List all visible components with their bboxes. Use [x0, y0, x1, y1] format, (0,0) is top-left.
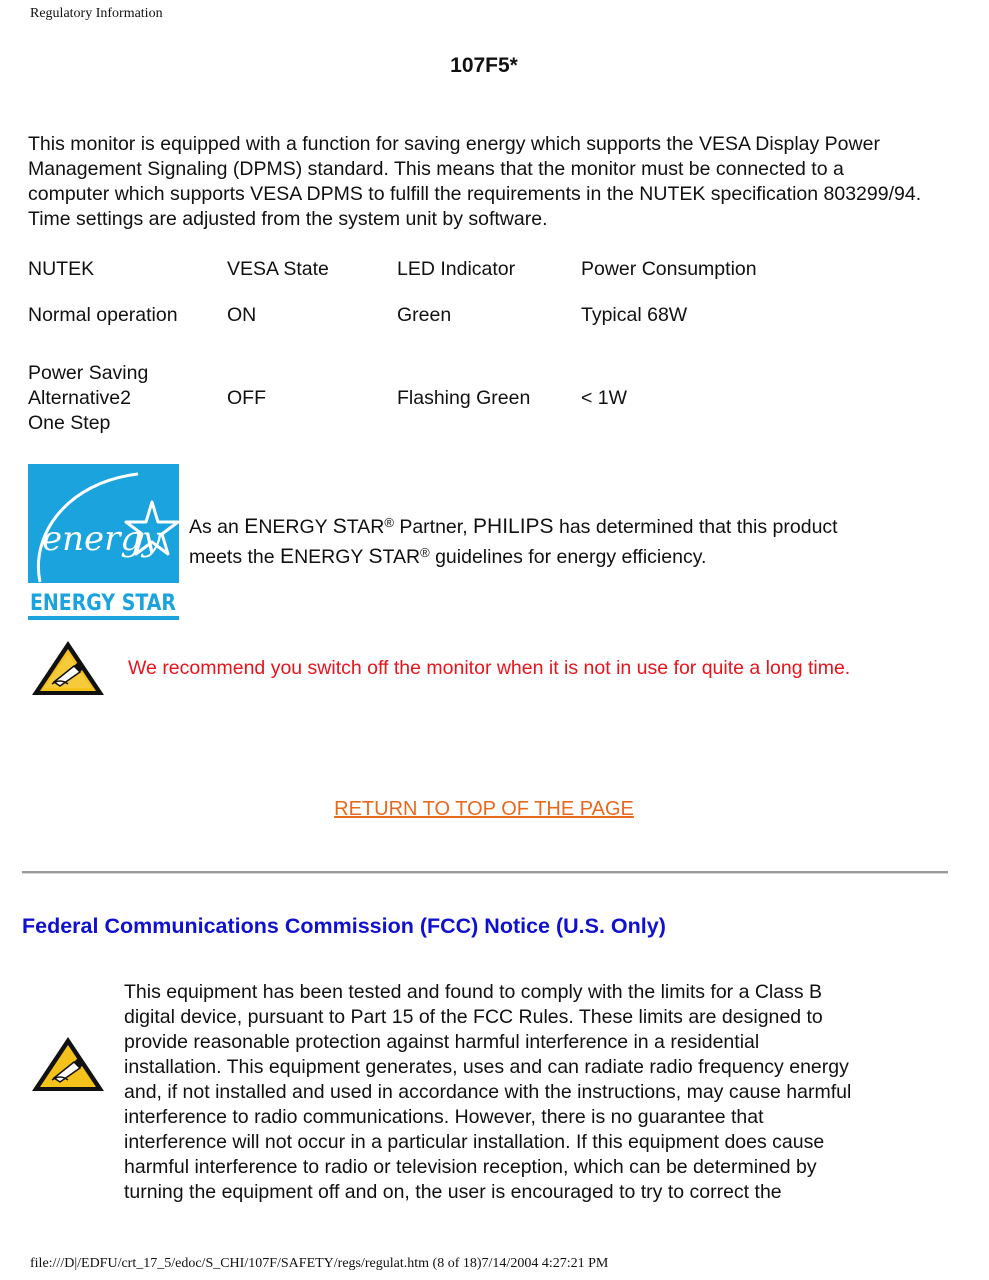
fcc-line: installation. This equipment generates, uses and can radiate radio frequency energy [124, 1056, 849, 1078]
fcc-line: and, if not installed and used in accordance with the instructions, may cause harmful [124, 1081, 852, 1103]
cell-nutek: Normal operation [28, 304, 178, 326]
fcc-line: provide reasonable protection against harmful interference in a residential [124, 1031, 760, 1053]
fcc-line: This equipment has been tested and found to comply with the limits for a Class B [124, 981, 823, 1003]
fcc-heading: Federal Communications Commission (FCC) Notice (U.S. Only) [22, 914, 666, 938]
table-header-vesa: VESA State [227, 258, 329, 280]
intro-paragraph: This monitor is equipped with a function for saving energy which supports the VESA Display Power Management Signaling (DPMS) standard. This means that the monitor must be connected to a computer which supports VESA DPMS to fulfill the requirements in the NUTEK specification 803299/94. Time settings are adjusted from the system unit by software. [28, 133, 922, 230]
energy-text-part: TAR [346, 516, 385, 538]
cell-power: Typical 68W [581, 304, 688, 326]
energy-script-word: energy [42, 519, 162, 559]
energy-text-part: guidelines for energy efficiency. [429, 546, 707, 568]
energy-text-part: NERGY [294, 546, 369, 568]
table-header-power: Power Consumption [581, 258, 757, 280]
energy-text-part: S [368, 545, 383, 568]
caution-note-icon [30, 638, 106, 698]
cell-nutek-line: Alternative2 [28, 387, 131, 409]
caution-note-icon [30, 1034, 106, 1094]
energy-text-part: NERGY [258, 516, 333, 538]
energy-text-part: TAR [382, 546, 421, 568]
fcc-line: harmful interference to radio or television reception, which can be determined by [124, 1156, 817, 1178]
energy-text-part: E [244, 515, 259, 538]
cell-vesa: OFF [227, 387, 266, 409]
return-to-top-link[interactable]: RETURN TO TOP OF THE PAGE [334, 798, 634, 820]
section-divider [22, 871, 948, 874]
cell-vesa: ON [227, 304, 257, 326]
company-name: PHILIPS [473, 515, 554, 538]
fcc-line: turning the equipment off and on, the user is encouraged to try to correct the [124, 1181, 782, 1203]
table-header-nutek: NUTEK [28, 258, 95, 280]
energy-text-part: E [280, 545, 295, 568]
energy-text-part: Partner, [393, 516, 474, 538]
table-header-led: LED Indicator [397, 258, 516, 280]
cell-nutek-line: Power Saving [28, 362, 149, 384]
energy-star-logo [28, 464, 179, 622]
fcc-paragraph [124, 980, 924, 1205]
file-path-footer: file:///D|/EDFU/crt_17_5/edoc/S_CHI/107F/SAFETY/regs/regulat.htm (8 of 18)7/14/2004 4:27:21 PM [30, 1256, 609, 1271]
energy-text-part: S [332, 515, 347, 538]
energy-star-label: ENERGY STAR [30, 591, 177, 616]
energy-text-part: As an [189, 516, 245, 538]
registered-mark: ® [420, 545, 430, 560]
cell-nutek-line: One Step [28, 412, 111, 434]
fcc-line: digital device, pursuant to Part 15 of the FCC Rules. These limits are designed to [124, 1006, 823, 1028]
energy-text-part: meets the [189, 546, 281, 568]
fcc-line: interference will not occur in a particular installation. If this equipment does cause [124, 1131, 825, 1153]
model-title: 107F5* [450, 54, 518, 77]
cell-power: < 1W [581, 387, 628, 409]
section-label: Regulatory Information [30, 6, 163, 21]
registered-mark: ® [384, 515, 394, 530]
energy-text-part: has determined that this product [553, 516, 838, 538]
energy-star-statement [189, 512, 929, 572]
cell-led: Flashing Green [397, 387, 531, 409]
recommendation-note: We recommend you switch off the monitor when it is not in use for quite a long time. [128, 657, 851, 679]
fcc-line: interference to radio communications. However, there is no guarantee that [124, 1106, 764, 1128]
cell-led: Green [397, 304, 452, 326]
